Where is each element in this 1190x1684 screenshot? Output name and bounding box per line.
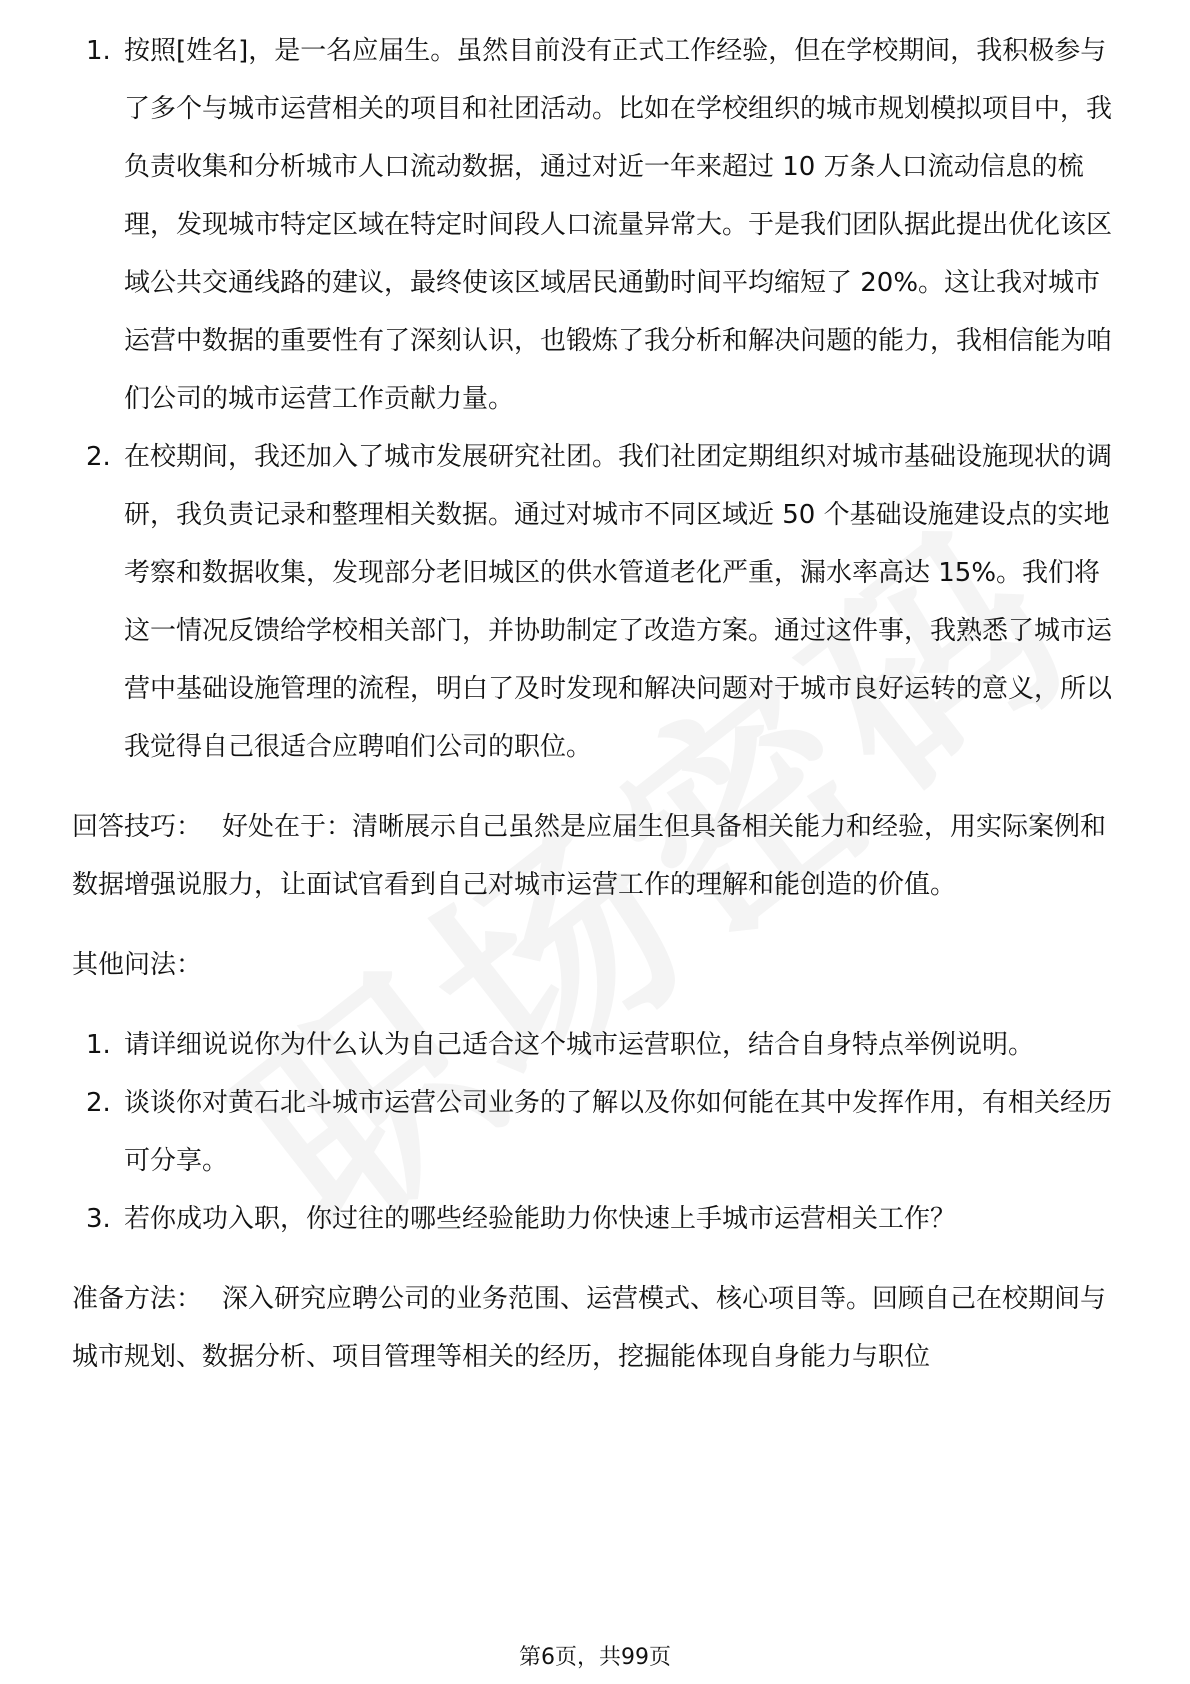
list-number: 1.: [86, 36, 111, 66]
page-number: 第6页，共99页: [519, 1645, 671, 1670]
list-number: 2.: [86, 1088, 111, 1118]
other-questions-list: [72, 1016, 1120, 1248]
list-item: [72, 428, 1120, 776]
list-item: [72, 22, 1120, 428]
list-text: 在校期间，我还加入了城市发展研究社团。我们社团定期组织对城市基础设施现状的调研，我负责记录和整理相关数据。通过对城市不同区域近 50 个基础设施建设点的实地考察和数据收集，发现部分老旧城区的供水管道老化严重，漏水率高达 15%。我们将这一情况反馈给学校相关部门，并协助制定了改造方案。通过这件事，我熟悉了城市运营中基础设施管理的流程，明白了及时发现和解决问题对于城市良好运转的意义，所以我觉得自己很适合应聘咱们公司的职位。: [124, 442, 1113, 762]
tips-paragraph: [72, 798, 1120, 914]
list-text: 谈谈你对黄石北斗城市运营公司业务的了解以及你如何能在其中发挥作用，有相关经历可分享。: [124, 1088, 1113, 1176]
tips-label: 回答技巧：: [72, 812, 203, 842]
list-number: 1.: [86, 1030, 111, 1060]
prep-text: 深入研究应聘公司的业务范围、运营模式、核心项目等。回顾自己在校期间与城市规划、数据分析、项目管理等相关的经历，挖掘能体现自身能力与职位: [72, 1284, 1107, 1372]
other-questions-heading: 其他问法：: [72, 950, 203, 980]
list-text: 请详细说说你为什么认为自己适合这个城市运营职位，结合自身特点举例说明。: [124, 1030, 1035, 1060]
list-item: [72, 1016, 1120, 1074]
prep-label: 准备方法：: [72, 1284, 203, 1314]
list-number: 3.: [86, 1204, 111, 1234]
list-item: [72, 1074, 1120, 1190]
page-content: [72, 0, 1120, 1386]
list-text: 若你成功入职，你过往的哪些经验能助力你快速上手城市运营相关工作？: [124, 1204, 957, 1234]
prep-paragraph: [72, 1270, 1120, 1386]
list-item: [72, 1190, 1120, 1248]
list-number: 2.: [86, 442, 111, 472]
list-text: 按照[姓名]，是一名应届生。虽然目前没有正式工作经验，但在学校期间，我积极参与了多个与城市运营相关的项目和社团活动。比如在学校组织的城市规划模拟项目中，我负责收集和分析城市人口流动数据，通过对近一年来超过 10 万条人口流动信息的梳理，发现城市特定区域在特定时间段人口流量异常大。于是我们团队据此提出优化该区域公共交通线路的建议，最终使该区域居民通勤时间平均缩短了 20%。这让我对城市运营中数据的重要性有了深刻认识，也锻炼了我分析和解决问题的能力，我相信能为咱们公司的城市运营工作贡献力量。: [124, 36, 1113, 414]
tips-text: 好处在于：清晰展示自己虽然是应届生但具备相关能力和经验，用实际案例和数据增强说服力，让面试官看到自己对城市运营工作的理解和能创造的价值。: [72, 812, 1107, 900]
answer-list: [72, 22, 1120, 776]
